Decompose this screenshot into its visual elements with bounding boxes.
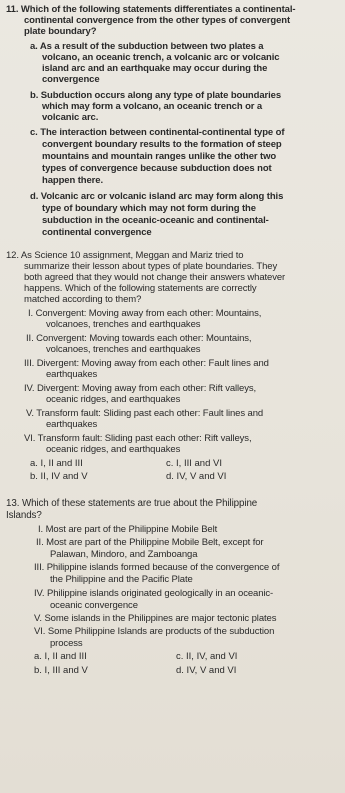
q12-statement-5: V. Transform fault: Sliding past each other: Fault lines and (26, 408, 264, 419)
q11-option-c-line-2: convergent boundary results to the formation of steep (42, 139, 282, 150)
q11-option-a-line-3: island arc and an earthquake may occur during the (42, 63, 268, 74)
q13-stem-line-1: 13. Which of these statements are true about the Philippine (6, 498, 258, 509)
q11-option-c: c. The interaction between continental-continental type of (30, 127, 285, 138)
q12-choice-c[interactable]: c. I, III and VI (166, 458, 222, 469)
q11-stem-line-3: plate boundary? (24, 26, 97, 37)
q11-option-a-line-4: convergence (42, 74, 100, 85)
q13-statement-5: V. Some islands in the Philippines are major tectonic plates (34, 613, 277, 624)
q13-choice-a[interactable]: a. I, II and III (34, 651, 87, 662)
q12-statement-1: I. Convergent: Moving away from each other: Mountains, (28, 308, 262, 319)
q12-stem-line-1: 12. As Science 10 assignment, Meggan and Mariz tried to (6, 250, 244, 261)
q12-choice-d[interactable]: d. IV, V and VI (166, 471, 227, 482)
q12-statement-6: VI. Transform fault: Sliding past each other: Rift valleys, (24, 433, 252, 444)
q11-option-d-line-2: type of boundary which may not form during the (42, 203, 256, 214)
q13-statement-6-line-2: process (50, 638, 83, 649)
q11-option-c-line-3: mountains and mountain ranges unlike the other two (42, 151, 277, 162)
q12-statement-4: IV. Divergent: Moving away from each other: Rift valleys, (24, 383, 257, 394)
q11-option-b-line-2: which may form a volcano, an oceanic trench or a (42, 101, 263, 112)
q13-statement-2: II. Most are part of the Philippine Mobile Belt, except for (36, 537, 264, 548)
q12-statement-3-line-2: earthquakes (46, 369, 98, 380)
q11-option-d: d. Volcanic arc or volcanic island arc may form along this (30, 191, 284, 202)
q13-statement-3-line-2: the Philippine and the Pacific Plate (50, 574, 193, 585)
q12-statement-4-line-2: oceanic ridges, and earthquakes (46, 394, 181, 405)
q12-statement-1-line-2: volcanoes, trenches and earthquakes (46, 319, 201, 330)
q13-statement-6: VI. Some Philippine Islands are products of the subduction (34, 626, 275, 637)
q13-statement-4: IV. Philippine islands originated geologically in an oceanic- (34, 588, 274, 599)
q12-statement-2-line-2: volcanoes, trenches and earthquakes (46, 344, 201, 355)
q11-option-c-line-5: happen there. (42, 175, 103, 186)
q11-stem-line-2: continental convergence from the other types of convergent (24, 15, 291, 26)
q12-stem-line-5: matched according to them? (24, 294, 142, 305)
q13-choice-d[interactable]: d. IV, V and VI (176, 665, 237, 676)
q12-statement-5-line-2: earthquakes (46, 419, 98, 430)
q13-statement-4-line-2: oceanic convergence (50, 600, 138, 611)
q12-statement-2: II. Convergent: Moving towards each other: Mountains, (26, 333, 252, 344)
q11-option-c-line-4: types of convergence because subduction does not (42, 163, 272, 174)
q11-option-a: a. As a result of the subduction between two plates a (30, 41, 264, 52)
q12-stem-line-3: both agreed that they would not change their answers whatever (24, 272, 286, 283)
q13-statement-2-line-2: Palawan, Mindoro, and Zamboanga (50, 549, 198, 560)
q11-option-d-line-4: continental convergence (42, 227, 152, 238)
q12-stem-line-4: happens. Which of the following statements are correctly (24, 283, 257, 294)
q13-statement-3: III. Philippine islands formed because of the convergence of (34, 562, 280, 573)
q11-option-b: b. Subduction occurs along any type of plate boundaries (30, 90, 282, 101)
q12-statement-3: III. Divergent: Moving away from each other: Fault lines and (24, 358, 269, 369)
q12-choice-b[interactable]: b. II, IV and V (30, 471, 88, 482)
q11-option-b-line-3: volcanic arc. (42, 112, 99, 123)
q12-choice-a[interactable]: a. I, II and III (30, 458, 83, 469)
q11-stem-line-1: 11. Which of the following statements differentiates a continental- (6, 4, 296, 15)
q12-stem-line-2: summarize their lesson about types of plate boundaries. They (24, 261, 278, 272)
q11-option-d-line-3: subduction in the oceanic-oceanic and continental- (42, 215, 269, 226)
q11-option-a-line-2: volcano, an oceanic trench, a volcanic arc or volcanic (42, 52, 280, 63)
q13-stem-line-2: Islands? (6, 510, 42, 521)
q13-choice-b[interactable]: b. I, III and V (34, 665, 88, 676)
q13-choice-c[interactable]: c. II, IV, and VI (176, 651, 238, 662)
q12-statement-6-line-2: oceanic ridges, and earthquakes (46, 444, 181, 455)
q13-statement-1: I. Most are part of the Philippine Mobile Belt (38, 524, 218, 535)
